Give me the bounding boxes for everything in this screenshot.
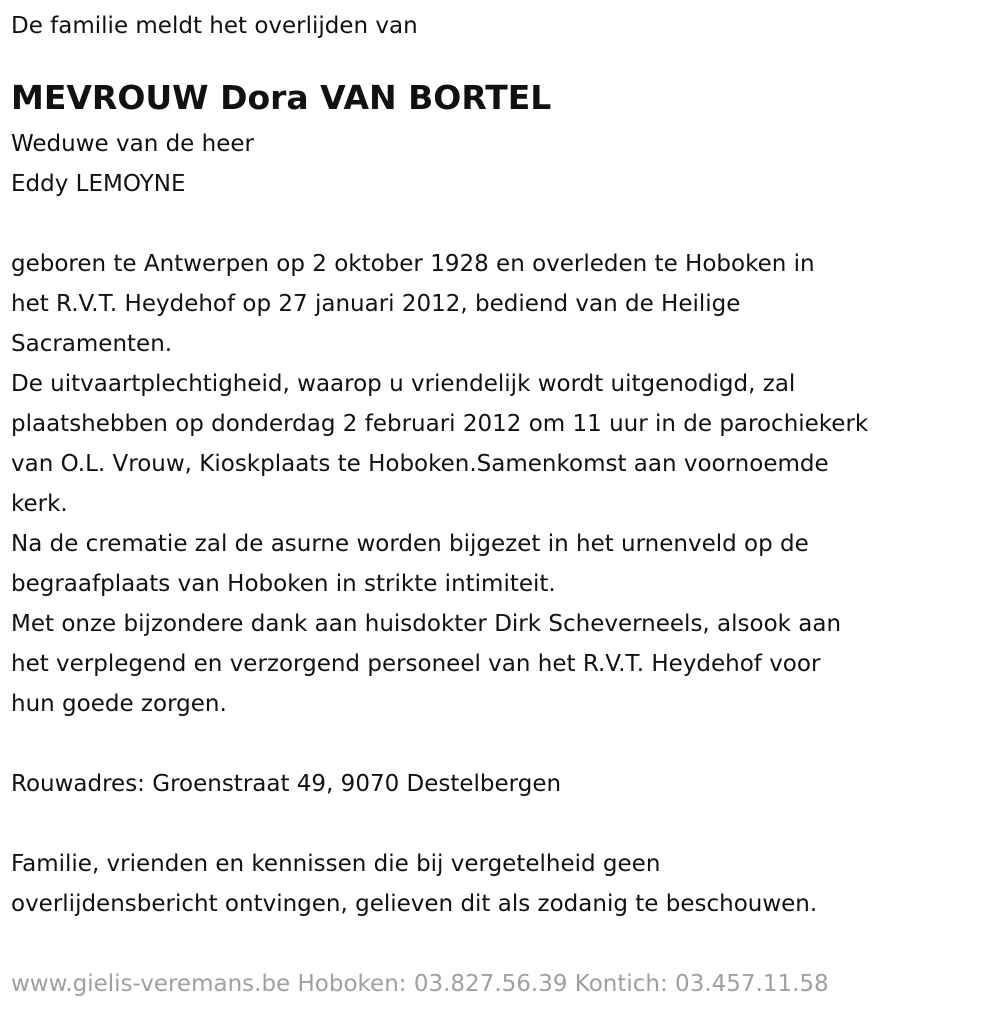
body-line: De uitvaartplechtigheid, waarop u vriendelijk wordt uitgenodigd, zal: [11, 371, 796, 397]
spacer: [11, 804, 1000, 844]
body-text: [11, 244, 1000, 724]
body-line: van O.L. Vrouw, Kioskplaats te Hoboken.Samenkomst aan voornoemde: [11, 451, 829, 477]
body-line: geboren te Antwerpen op 2 oktober 1928 en overleden te Hoboken in: [11, 251, 815, 277]
body-line: Sacramenten.: [11, 331, 173, 357]
spacer: [11, 924, 1000, 964]
deceased-name: MEVROUW Dora VAN BORTEL: [11, 78, 552, 117]
body-line: kerk.: [11, 491, 68, 517]
spouse-line: Weduwe van de heer: [11, 131, 254, 157]
body-line: Na de crematie zal de asurne worden bijgezet in het urnenveld op de: [11, 531, 809, 557]
body-line: Met onze bijzondere dank aan huisdokter Dirk Scheverneels, alsook aan: [11, 611, 842, 637]
funeral-home-footer: www.gielis-veremans.be Hoboken: 03.827.56.39 Kontich: 03.457.11.58: [11, 971, 829, 997]
closing-line: overlijdensbericht ontvingen, gelieven dit als zodanig te beschouwen.: [11, 891, 818, 917]
body-line: het R.V.T. Heydehof op 27 januari 2012, bediend van de Heilige: [11, 291, 741, 317]
body-line: begraafplaats van Hoboken in strikte intimiteit.: [11, 571, 556, 597]
spacer: [11, 724, 1000, 764]
closing-line: Familie, vrienden en kennissen die bij vergetelheid geen: [11, 851, 661, 877]
spacer: [11, 204, 1000, 244]
intro-text: De familie meldt het overlijden van: [11, 13, 418, 39]
mourning-address: Rouwadres: Groenstraat 49, 9070 Destelbergen: [11, 771, 562, 797]
body-line: het verplegend en verzorgend personeel van het R.V.T. Heydehof voor: [11, 651, 821, 677]
body-line: plaatshebben op donderdag 2 februari 2012 om 11 uur in de parochiekerk: [11, 411, 869, 437]
spouse-line: Eddy LEMOYNE: [11, 171, 186, 197]
body-line: hun goede zorgen.: [11, 691, 227, 717]
